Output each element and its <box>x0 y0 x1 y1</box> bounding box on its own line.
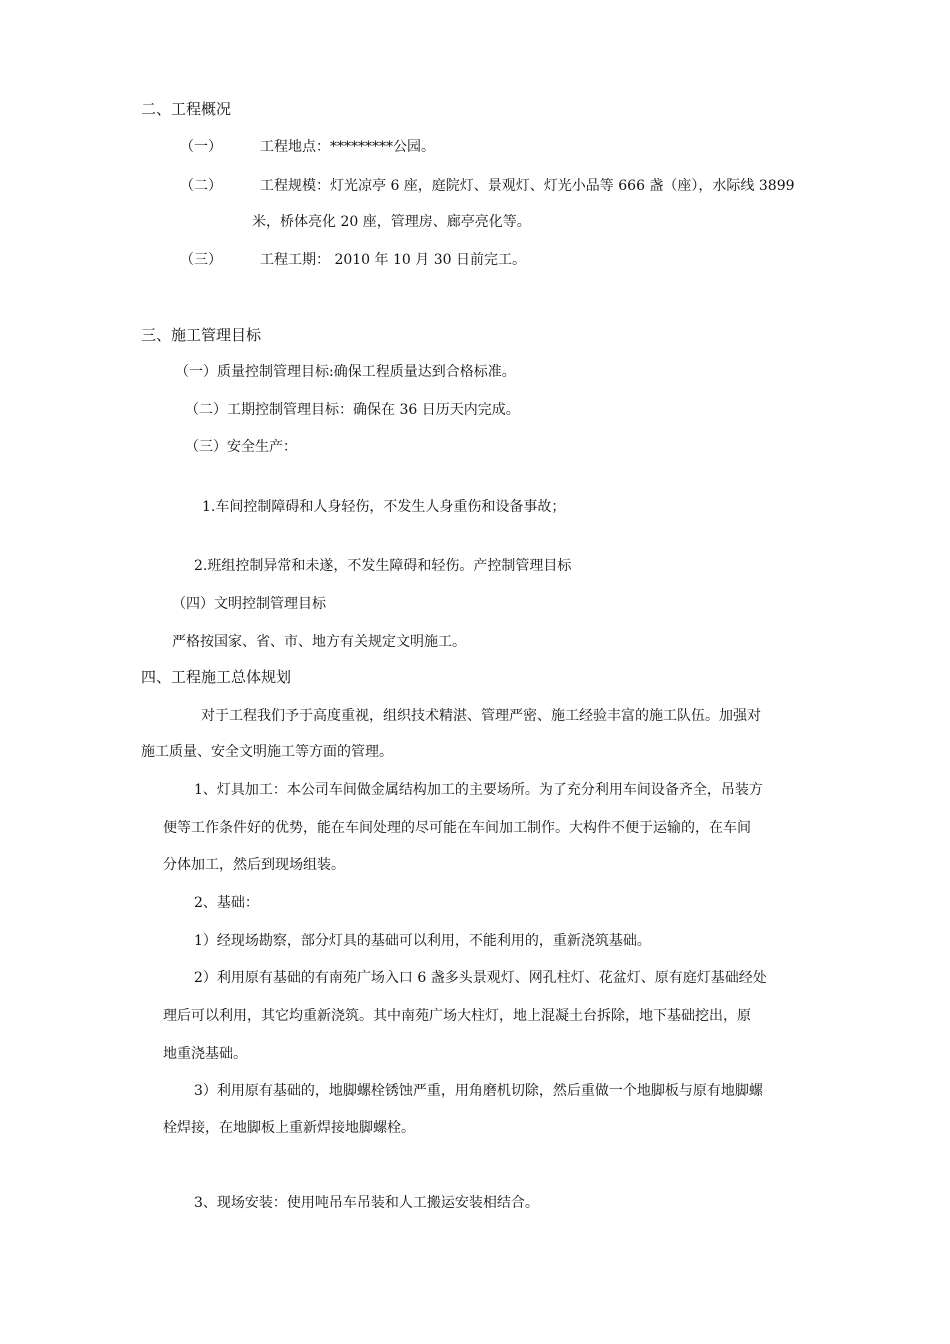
civil-text: 严格按国家、省、市、地方有关规定文明施工。 <box>172 634 466 650</box>
p2-title: 2、基础： <box>194 895 259 911</box>
item-1-marker: （一） <box>180 139 222 155</box>
safety-item-1: 1.车间控制障碍和人身轻伤，不发生人身重伤和设备事故； <box>202 499 566 515</box>
p1-line-2: 便等工作条件好的优势，能在车间处理的尽可能在车间加工制作。大构件不便于运输的，在车间 <box>163 820 751 836</box>
safety-title: （三）安全生产： <box>185 439 297 455</box>
p2-item-1: 1）经现场勘察，部分灯具的基础可以利用，不能利用的，重新浇筑基础。 <box>194 933 651 949</box>
p3-text: 3、现场安装：使用吨吊车吊装和人工搬运安装相结合。 <box>194 1195 539 1211</box>
item-3-marker: （三） <box>180 252 222 268</box>
safety-item-2: 2.班组控制异常和未遂，不发生障碍和轻伤。产控制管理目标 <box>194 558 572 574</box>
quality-goal: （一）质量控制管理目标:确保工程质量达到合格标准。 <box>175 364 516 380</box>
item-2-text-line-2: 米，桥体亮化 20 座，管理房、廊亭亮化等。 <box>252 214 531 230</box>
civil-title: （四）文明控制管理目标 <box>172 596 326 612</box>
p1-line-3: 分体加工，然后到现场组装。 <box>163 857 345 873</box>
p2-item-3-line-2: 栓焊接，在地脚板上重新焊接地脚螺栓。 <box>163 1120 415 1136</box>
p2-item-2-line-1: 2）利用原有基础的有南苑广场入口 6 盏多头景观灯、网孔柱灯、花盆灯、原有庭灯基础经处 <box>194 970 767 986</box>
p2-item-2-line-3: 地重浇基础。 <box>163 1046 247 1062</box>
intro-line-2: 施工质量、安全文明施工等方面的管理。 <box>141 744 393 760</box>
item-3-text: 工程工期： 2010 年 10 月 30 日前完工。 <box>260 252 526 268</box>
p2-item-2-line-2: 理后可以利用，其它均重新浇筑。其中南苑广场大柱灯，地上混凝土台拆除，地下基础挖出，原 <box>163 1008 751 1024</box>
schedule-goal: （二）工期控制管理目标：确保在 36 日历天内完成。 <box>185 402 520 418</box>
section-2-heading: 二、工程概况 <box>141 100 232 118</box>
section-4-heading: 四、工程施工总体规划 <box>141 668 292 686</box>
p1-line-1: 1、灯具加工：本公司车间做金属结构加工的主要场所。为了充分利用车间设备齐全，吊装方 <box>194 782 763 798</box>
item-2-text-line-1: 工程规模：灯光凉亭 6 座，庭院灯、景观灯、灯光小品等 666 盏（座），水际线 3899 <box>260 178 795 194</box>
p2-item-3-line-1: 3）利用原有基础的，地脚螺栓锈蚀严重，用角磨机切除，然后重做一个地脚板与原有地脚螺 <box>194 1083 763 1099</box>
section-3-heading: 三、施工管理目标 <box>141 326 262 344</box>
intro-line-1: 对于工程我们予于高度重视，组织技术精湛、管理严密、施工经验丰富的施工队伍。加强对 <box>201 708 761 724</box>
item-2-marker: （二） <box>180 178 222 194</box>
item-1-text: 工程地点：*********公园。 <box>260 139 435 155</box>
